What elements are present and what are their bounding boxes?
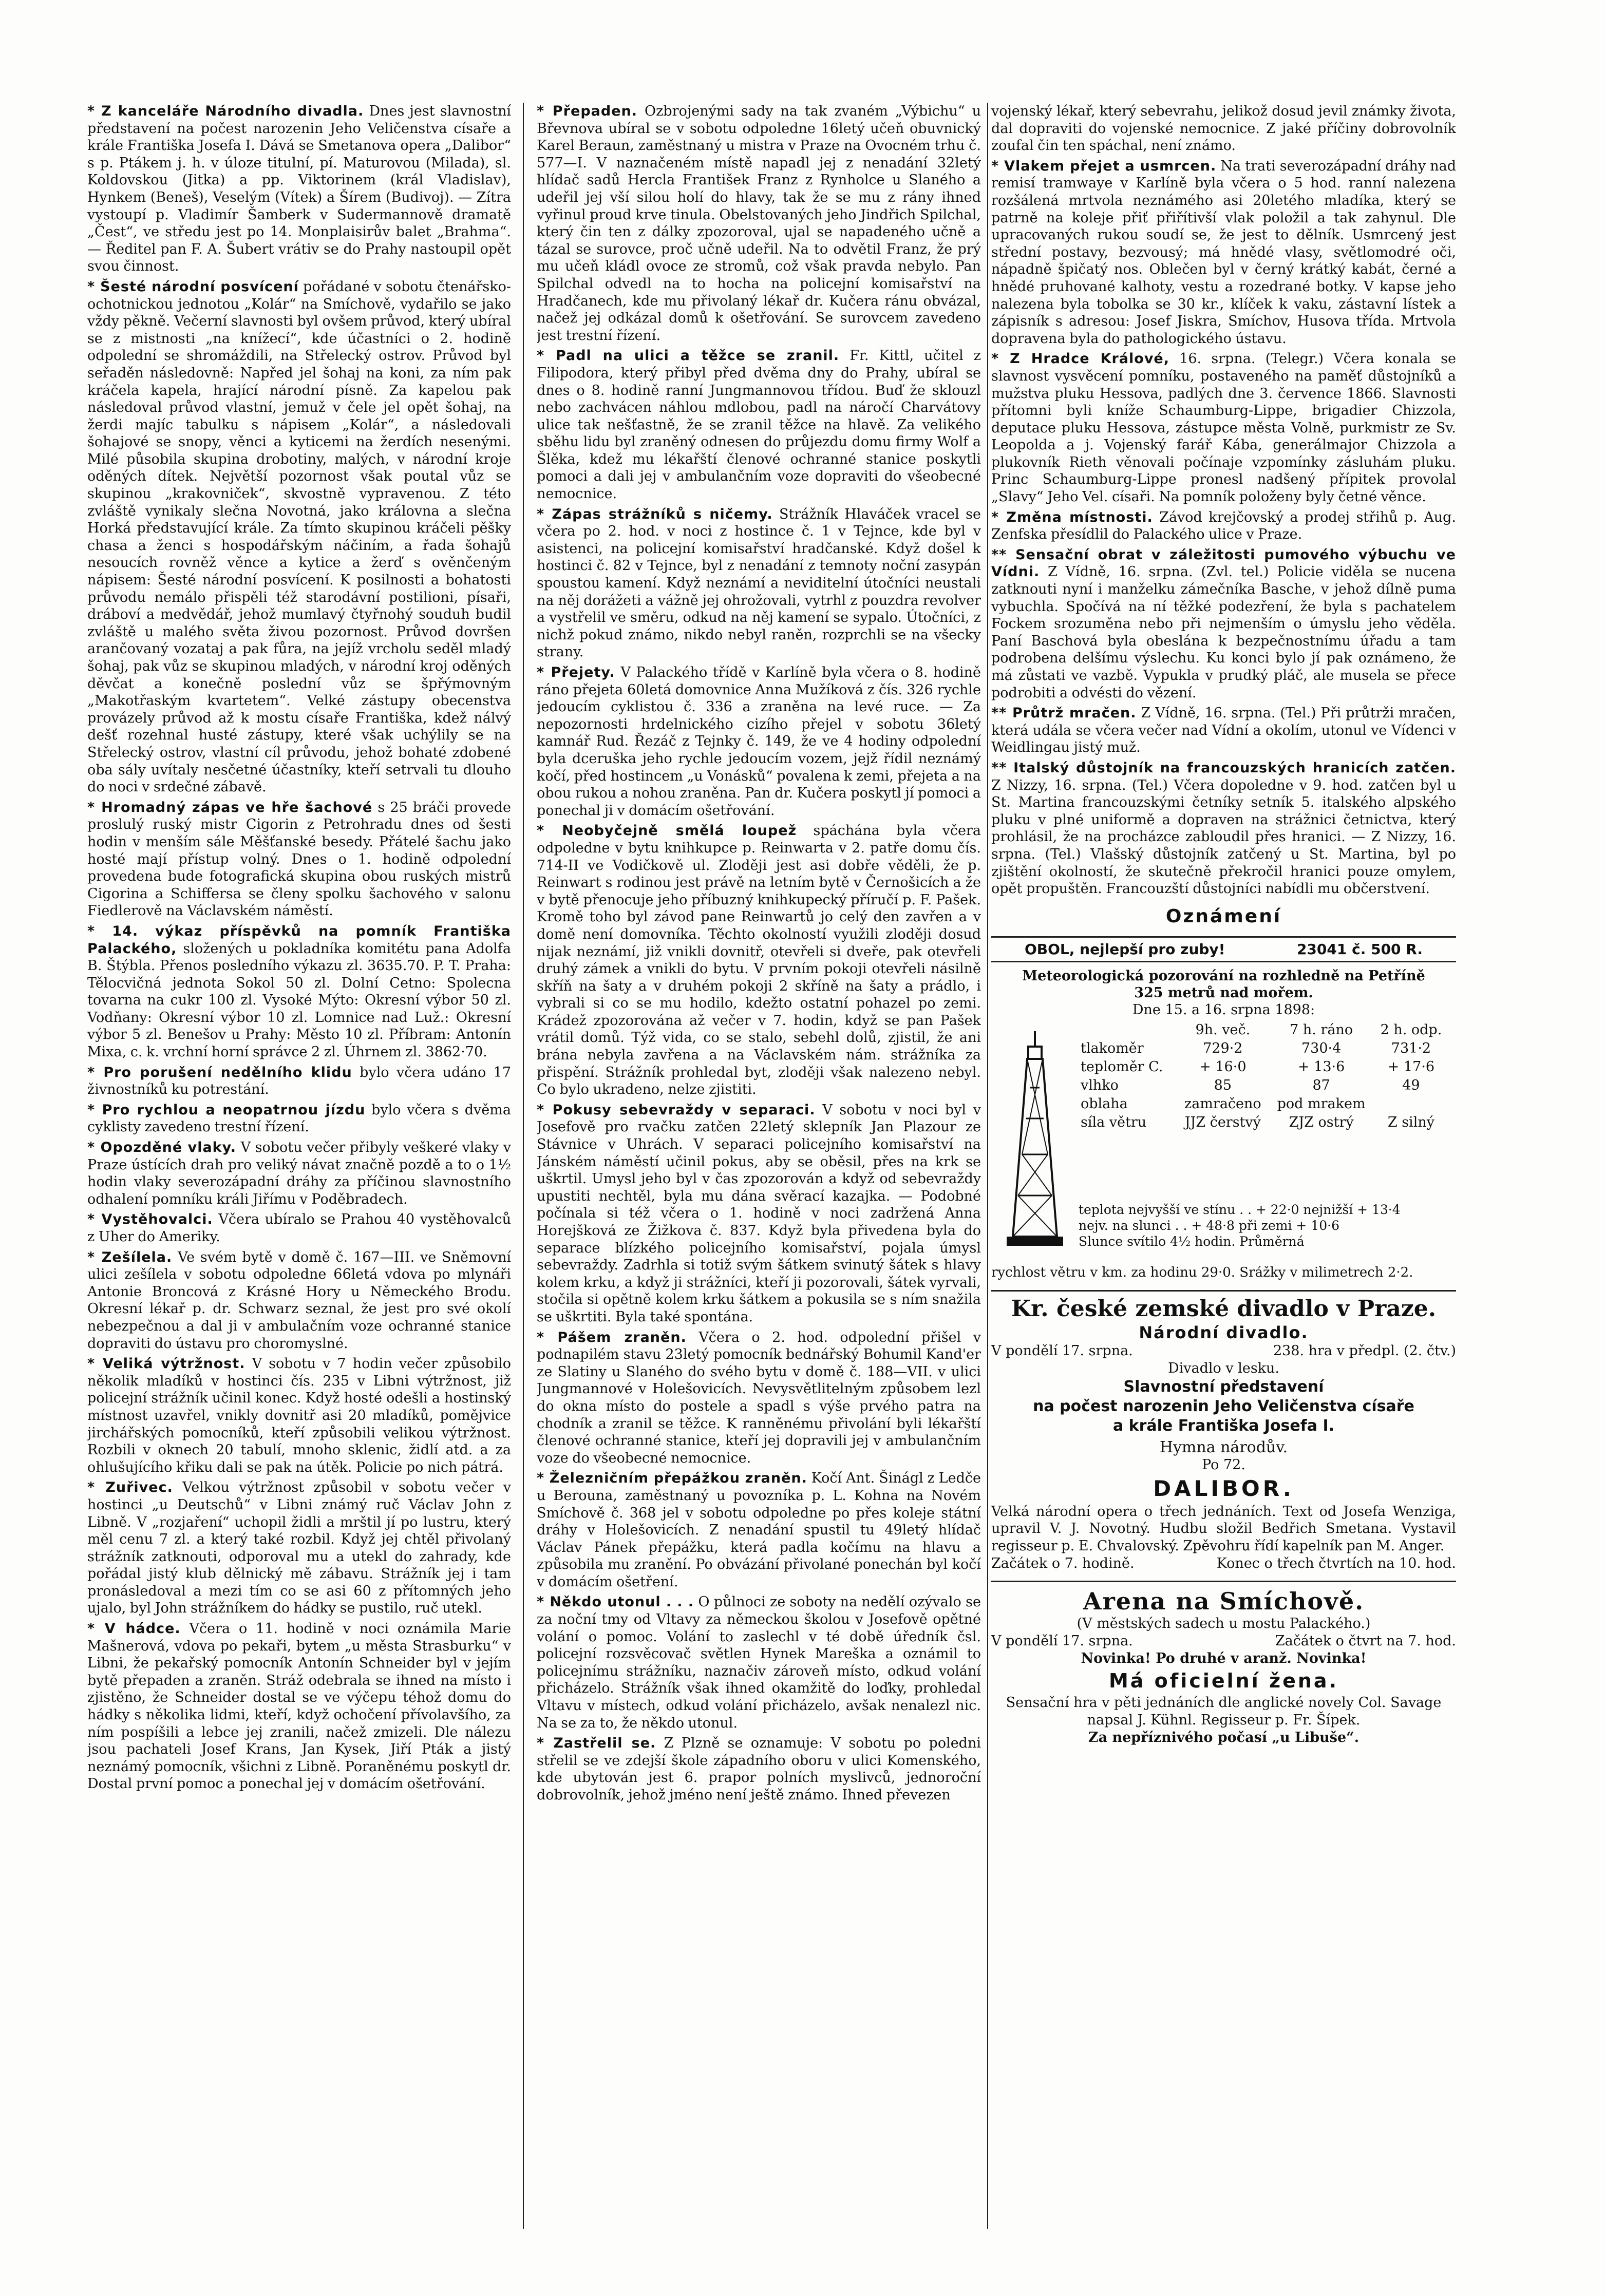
arena-title: Arena na Smíchově. xyxy=(991,1581,1456,1615)
theatre-title: Kr. české zemské divadlo v Praze. xyxy=(991,1290,1456,1322)
meteo-teplota-1: teplota nejvyšší ve stínu . . + 22·0 nejnižší + 13·4 xyxy=(1079,1202,1401,1217)
arena-novinka: Novinka! Po druhé v aranž. Novinka! xyxy=(1081,1650,1367,1666)
article-headline: * Přepaden. xyxy=(537,103,638,119)
weather-value: zamračeno xyxy=(1184,1095,1261,1112)
weather-value xyxy=(1374,1095,1448,1113)
theatre-time-line xyxy=(991,1555,1456,1572)
article-body: Ozbrojenými sady na tak zvaném „Výbichu“ u Břevnova ubíral se v sobotu odpoledne 16letý učeň obuvnický Karel Beraun, zaměstnaný u mistra v Praze na Ovocném trhu č. 577—I. V naznačeném místě napadl jej z nenadání 32letý hlídač sadů Hercla František Franz z Rynholce u Slaného a udeřil jej vší silou holí do hlavy, tak že se mu z rány ihned vyřinul proud krve tinula. Obelstovaných jeho Jindřich Spilchal, který čin ten z dálky zpozoroval, ujal se napadeného učně a tázal se surovce, proč učně udeřil. Na to odvětil Franz, že prý mu učeň kládl ovoce ze stromů, což však pravda nebylo. Pan Spilchal odvedl na to hocha na policejní komisařství na Hradčanech, kde mu přivolaný lékař dr. Kučera ránu obvázal, načež jej odkázal domů k ošetřování. Se surovcem zavedeno jest trestní řízení. xyxy=(537,103,981,344)
article-body: Velkou výtržnost způsobil v sobotu večer v hostinci „u Deutschů“ v Libni známý ruč Václav John z Libně. V „rozjaření“ uchopil židli a mrštil jí po lustru, který měl cenu 7 zl. a který také rozbil. Když jej chtěl přivolaný strážník zatknouti, odporoval mu a utekl do zahrady, kde pořádal jistý klub dělnický mě zábavu. Strážník jej i tam pronásledoval a mezi tím co se asi 60 z přítomných jeho ujalo, byl John strážníkem do hádky se pustilo, ruč utekl. xyxy=(87,1479,511,1617)
theatre-subscription: 238. hra v předpl. (2. čtv.) xyxy=(1273,1342,1456,1359)
column-divider-1 xyxy=(523,103,524,2229)
article xyxy=(87,1479,511,1617)
meteo-body xyxy=(991,1021,1456,1262)
article xyxy=(537,506,981,661)
article xyxy=(537,1593,981,1732)
article-body: Závod krejčovský a prodej střihů p. Aug. Zenfska přesídlil do Palackého ulice v Praze. xyxy=(991,509,1456,543)
article-headline: * Pro rychlou a neopatrnou jízdu xyxy=(87,1102,366,1118)
article-headline: * Z kanceláře Národního divadla. xyxy=(87,103,364,119)
article xyxy=(87,1102,511,1136)
article-body: Strážník Hlaváček vracel se včera po 2. hod. v noci z hostince č. 1 v Tejnce, kde byl v asistenci, na policejní komisařství hradčanské. Když došel k hostinci č. 82 v Tejnce, byl z nenadání z temnoty noční zasypán spoustou kamení. Když neznámí a neviditelní útočníci neustali na něj dorážeti a vážně jej ohrožovali, vytrhl z pouzdra revolver a vystřelil ve směru, odkud na něj kamení se sypalo. Útočníci, z nichž pokud známo, nikdo nebyl raněn, rozprchli se na všecky strany. xyxy=(537,506,981,660)
weather-label: vlhko xyxy=(1081,1077,1119,1093)
article-body: složených u pokladníka komitétu pana Adolfa B. Štýbla. Přenos posledního výkazu zl. 3635.70. P. T. Praha: Tělocvičná jednota Sokol 50 zl. Dolní Cetno: Spolecna tovarna na cukr 100 zl. Vysoké Mýto: Okresní výbor 50 zl. Vodňany: Okresní výbor 10 zl. Lomnice nad Luž.: Okresní výbor 5 zl. Benešov u Prahy: Město 10 zl. Příbram: Antonín Mixa, c. k. vrchní horní správce 2 zl. Úhrnem zl. 3862·70. xyxy=(87,940,511,1060)
article xyxy=(87,1211,511,1245)
arena-description: Sensační hra v pěti jednáních dle anglické novely Col. Savage napsal J. Kühnl. Regisseur p. Fr. Šípek. xyxy=(1006,1694,1442,1728)
article xyxy=(991,546,1456,701)
weather-label: oblaha xyxy=(1081,1095,1128,1112)
weather-header-cell: 7 h. ráno xyxy=(1290,1021,1353,1038)
theatre-house: Divadlo v lesku. xyxy=(1167,1360,1280,1376)
article-body: V sobotu v 7 hodin večer způsobilo několik mladíků v hostinci čís. 235 v Libni výtržnost, již policejní strážník učinil konec. Když hosté odešli a hostinský místnost uzavřel, vnikly dovnitř asi 20 mladíků, pomějvice jirchářských pomocníků, kteří způsobili velikou výtržnost. Rozbili v oknech 20 tabulí, mnoho sklenic, židlí atd. a za ohlušujícího křiku dali se pak na útěk. Policie po nich pátrá. xyxy=(87,1356,511,1475)
article-headline: * Opozděné vlaky. xyxy=(87,1140,237,1156)
column-3 xyxy=(991,103,1456,2229)
article xyxy=(537,1102,981,1326)
article-body: V sobotu v noci byl v Josefově pro rvačku zatčen 22letý sklepník Jan Plazour ze Stávnice v Uhrách. V separaci policejního komisařství na Jánském náměstí učinil pokus, aby se oběsil, přes na krk se uškrtil. Umysl jeho byl v čas zpozorován a když od sebevraždy upustiti nechtěl, byla mu dána svěrací kazajka. — Podobné počínala si též včera o 1. hodině v noci zadržená Anna Horejšková ze Žižkova č. 837. Když byla přivedena byla do separace blízkého policejního komisařství, pojala úmysl sebevraždy. Zadrhla si totiž svým šátkem svinutý šátek s hlavy kolem krku, a když ji strážníci, kteří ji pozorovali, šátek vyrvali, stočila si opětně kolem krku šátkem a pokusila se s ním snažila se uškrtiti. Byla také spontána. xyxy=(537,1102,981,1325)
article xyxy=(537,347,981,502)
article-headline: ** Sensační obrat v záležitosti pumového výbuchu ve Vídni. xyxy=(991,546,1456,580)
article xyxy=(87,1249,511,1353)
article xyxy=(87,1620,511,1793)
article-headline: * Zešílela. xyxy=(87,1249,173,1265)
column-3-articles xyxy=(991,103,1456,898)
weather-header-cell: 9h. več. xyxy=(1195,1021,1251,1038)
article-body: Dnes jest slavnostní představení na počest narozenin Jeho Veličenstva císaře a krále Františka Josefa I. Dává se Smetanova opera „Dalibor“ s p. Ptákem j. h. v úloze titulní, pí. Maturovou (Milada), sl. Koldovskou (Jitka) a pp. Viktorinem (král Vladislav), Hynkem (Beneš), Veselým (Vítek) a Šírem (Budivoj). — Zítra vystoupí p. Vladimír Šamberk v Sudermannově dramatě „Čest“, ve středu jest po 14. Monplaisirův balet „Brahma“. — Ředitel pan F. A. Šubert vrátiv se do Prahy nastoupil opět svou činnost. xyxy=(87,103,511,275)
article-body: Včera ubíralo se Prahou 40 vystěhovalců z Uher do Ameriky. xyxy=(87,1211,511,1245)
article-headline: * Změna místnosti. xyxy=(991,509,1153,525)
article-headline: * Veliká výtržnost. xyxy=(87,1356,246,1372)
theatre-listing xyxy=(991,1290,1456,1572)
weather-value: ZJZ ostrý xyxy=(1289,1114,1354,1130)
theatre-gala-3: a krále Františka Josefa I. xyxy=(1112,1416,1335,1435)
article-body: 16. srpna. (Telegr.) Včera konala se slavnost vysvěcení pomníku, postaveného na paměť důstojníků a mužstva pluku Hessova, padlých dne 3. července 1866. Slavnosti přítomni byli kníže Schaumburg-Lippe, brigadier Chizzola, deputace pluku Hessova, zástupce města Volně, purkmistr ze Sv. Leopolda a j. Vojenský farář Kába, generálmajor Chizzola a plukovník Rieth věnovali počínaje vzpomínky zásluhám pluku. Princ Schaumburg-Lippe pronesl nadšený přípitek provolal „Slavy“ Jeho Vel. císaři. Na pomník položeny byly četné věnce. xyxy=(991,351,1456,505)
article-headline: * V hádce. xyxy=(87,1621,181,1637)
arena-date-line xyxy=(991,1633,1456,1650)
article-headline: * Zápas strážníků s ničemy. xyxy=(537,506,773,522)
article xyxy=(87,799,511,920)
theatre-po: Po 72. xyxy=(1202,1456,1245,1473)
weather-header-cell xyxy=(1079,1021,1177,1039)
article-body: Z Nizzy, 16. srpna. (Tel.) Včera dopoledne v 9. hod. zatčen byl u St. Martina francouzskými četníky setník 5. italského alpského pluku v plné uniformě a dopraven na strážnici četnictva, který prohlásil, že na procházce zabloudil přes hranici. — Z Nizzy, 16. srpna. (Tel.) Vlašský důstojník zatčený u St. Martina, byl po zjištění okolností, že skutečně překročil hranici pouze omylem, opět propuštěn. Francouzští důstojníci nabídli mu občerstvení. xyxy=(991,777,1456,897)
article-headline: * Vlakem přejet a usmrcen. xyxy=(991,158,1217,174)
article xyxy=(537,1470,981,1590)
article-headline: * Zuřivec. xyxy=(87,1479,173,1496)
theatre-end: Konec o třech čtvrtích na 10. hod. xyxy=(1216,1555,1456,1571)
article-body: Z Vídně, 16. srpna. (Tel.) Při průtrži mračen, která udála se včera večer nad Vídní a okolím, utonul ve Vídenci v Weidlingau jistý muž. xyxy=(991,705,1456,756)
meteo-title-1: Meteorologická pozorování na rozhledně na Petříně xyxy=(1022,967,1425,984)
article-body: bylo včera s dvěma cyklisty zavedeno trestní řízení. xyxy=(87,1102,511,1135)
weather-label: tlakoměr xyxy=(1081,1040,1144,1056)
article xyxy=(87,1355,511,1476)
theatre-anthem: Hymna národův. xyxy=(1159,1438,1288,1456)
weather-row xyxy=(1079,1113,1448,1132)
theatre-gala-1: Slavnostní představení xyxy=(1123,1377,1324,1396)
theatre-date: V pondělí 17. srpna. xyxy=(991,1342,1133,1359)
meteo-slunce: Slunce svítilo 4½ hodin. Průměrná xyxy=(1079,1234,1305,1249)
weather-value: JJZ čerstvý xyxy=(1184,1114,1261,1130)
article xyxy=(87,923,511,1061)
article-headline: * Přejety. xyxy=(537,665,615,680)
weather-value: 49 xyxy=(1402,1077,1420,1093)
weather-value: 730·4 xyxy=(1301,1040,1342,1056)
article-body: Ve svém bytě v domě č. 167—III. ve Sněmovní ulici zešílela v sobotu odpoledne 66letá vdova po mlynáři Antonie Broncová z Krásné Hory u Německého Brodu. Okresní lékař p. dr. Schwarz seznal, že jest pro své okolí nebezpečnou a dal ji v ambulačním voze ochranné stanice dopraviti do ústavu pro choromyslné. xyxy=(87,1249,511,1352)
arena-play-title: Má oficielní žena. xyxy=(1108,1669,1339,1692)
meteo-date: Dne 15. a 16. srpna 1898: xyxy=(1132,1001,1315,1018)
weather-value: pod mrakem xyxy=(1277,1095,1366,1112)
arena-date: V pondělí 17. srpna. xyxy=(991,1633,1133,1649)
meteo-wind-speed: rychlost větru v km. za hodinu 29·0. Srážky v milimetrech 2·2. xyxy=(991,1264,1413,1280)
article-body: spáchána byla včera odpoledne v bytu knihkupce p. Reinwarta v 2. patře domu čís. 714-II ve Vodičkově ul. Zloději jest asi dobře věděli, že p. Reinwart s rodinou jest právě na letním bytě v Černošicích a že v bytě přenocuje jeho příbuzný knihkupecký příručí p. F. Pašek. Kromě toho byl závod pane Reinwartů jo celý den zavřen a v domě není domovníka. Těchto okolností využili zloději dosud nijak neznámí, již vnikli dovnitř, otevřeli si dveře, pak otevřeli druhý zámek a vnikli do bytu. V prvním pokoji otevřeli násilně skříň na šaty a v druhém pokoji 2 skříně na šaty a prádlo, i vybrali si co se mu hodilo, kdežto ostatní pohazel po zemi. Krádež zpozorována až večer v 7. hodin, když se pan Pašek vrátil domů. Týž vida, co se stalo, sebehl dolů, zjistil, že ani brána nebyla zavřena a na Václavském nám. strážníka za přispění. Strážník prohledal byt, zloději však nalezeno nebyl. Co bylo ukradeno, nelze zjistiti. xyxy=(537,823,981,1098)
weather-header-row xyxy=(1079,1021,1448,1039)
article xyxy=(991,509,1456,543)
article-headline: * Zastřelil se. xyxy=(537,1735,656,1752)
theatre-start: Začátek o 7. hodině. xyxy=(991,1555,1135,1571)
article-headline: * Z Hradce Králové, xyxy=(991,351,1169,367)
weather-table xyxy=(1079,1021,1448,1132)
article-headline: * Padl na ulici a těžce se zranil. xyxy=(537,348,840,364)
article-body: V Palackého třídě v Karlíně byla včera o 8. hodině ráno přejeta 60letá domovnice Anna Mužíková z čís. 326 rychle jedoucím cyklistou č. 336 a zraněna na levé ruce. — Za nepozornosti hrdelnického cizího přejel v sobotu 36letý kamnář Rud. Řezáč z Tejnky č. 149, že ve 4 hodiny odpolední byla dceruška jeho rychle jedoucím vozem, jejž řídil neznámý kočí, před hostincem „u Vonásků“ povalena k zemi, přejeta a na obou rukou a nohou zraněna. Pan dr. Kučera poskytl jí pomoci a ponechal ji v domácím ošetřování. xyxy=(537,665,981,819)
weather-row xyxy=(1079,1095,1448,1113)
meteo-teplota-2: nejv. na slunci . . + 48·8 při zemi + 10·6 xyxy=(1079,1218,1339,1233)
article-body: vojenský lékař, který sebevrahu, jelikož dosud jevil známky života, dal dopraviti do vojenské nemocnice. Z jaké příčiny dobrovolník zoufal čin ten spáchal, není známo. xyxy=(991,103,1456,154)
article-body: Včera o 2. hod. odpolední přišel v podnapilém stavu 23letý pomocník bednářský Bohumil Kand'er ze Slatiny u Slaného do svého bytu v domě č. 188—VII. v ulici Jungmannové v Holešovicích. Nevysvětlitelným způsobem lezl do okna místo do postele a spadl s výše prvého patra na chodník a zranil se těžce. K ranněnému přivolání byli lékařští členové ochranné stanice, kteří jej dopravili jej v ambulančním voze do všeobecné nemocnice. xyxy=(537,1329,981,1466)
article-body: Z Plzně se oznamuje: V sobotu po poledni střelil se ve zdejší škole západního oboru v ulici Komenského, kde ubytován jest 6. prapor polních myslivců, jednoroční dobrovolník, jehož jméno není ještě známo. Ihned převezen xyxy=(537,1735,981,1803)
weather-value: 85 xyxy=(1214,1077,1232,1093)
theatre-subtitle: Národní divadlo. xyxy=(1139,1322,1309,1342)
article-headline: * Neobyčejně smělá loupež xyxy=(537,823,797,839)
article-headline: * Pokusy sebevraždy v separaci. xyxy=(537,1102,816,1118)
weather-value: 729·2 xyxy=(1203,1040,1243,1056)
article xyxy=(991,760,1456,898)
weather-value: 87 xyxy=(1312,1077,1330,1093)
article-headline: ** Průtrž mračen. xyxy=(991,705,1137,722)
article-headline: * 14. výkaz příspěvků na pomník Františka Palackého, xyxy=(87,923,511,957)
weather-value: 731·2 xyxy=(1391,1040,1431,1056)
article xyxy=(537,1329,981,1467)
article-body: Včera o 11. hodině v noci oznámila Marie Mašnerová, vdova po pekaři, bytem „u města Strasburku“ v Libni, že pekařský pomocník Antonín Schneider byl v jejím bytě přepaden a zraněn. Stráž odebrala se ihned na místo i zjistěno, že Schneider dostal se ve výčepu téhož domu do hádky s několika lidmi, kteří, když ochočení přívolavšího, za ním pospíšili a lebce jej zranili, načež zmizeli. Dle nálezu jsou pachateli Josef Krans, Jan Kysek, Jiří Pták a jistý neznámý pomocník, všichni z Libně. Poraněnému poskytl dr. Dostal první pomoc a ponechal jej v domácím ošetřování. xyxy=(87,1621,511,1792)
article-headline: * Železničním přepážkou zraněn. xyxy=(537,1470,807,1487)
article-headline: * Šesté národní posvícení xyxy=(87,278,299,295)
theatre-description: Velká národní opera o třech jednáních. Text od Josefa Wenziga, upravil V. J. Novotný. Hudbu složil Bedřich Smetana. Vystavil regisseur p. E. Chvalovský. Zpěvohru řídí kapelník pan M. Anger. xyxy=(991,1503,1456,1554)
article-body: V sobotu večer přibyly veškeré vlaky v Praze ústících drah pro veliký návat značně pozdě a to o 1½ hodin vlaky severozápadní dráhy za příčinou slavnostního odhalení pomníku králi Jiřímu v Poděbradech. xyxy=(87,1140,511,1207)
article xyxy=(87,1139,511,1208)
article-body: Z Vídně, 16. srpna. (Zvl. tel.) Policie viděla se nucena zatknouti nyní i manželku zámečníka Basche, v jehož dílně puma vybuchla. Spočívá na ní těžké podezření, že byla s pachatelem Fockem srozuměna nebo při nejmenším o úmyslu jeho věděla. Paní Baschová byla obeslána k bezpečnostnímu úřadu a tam podrobena delšímu výslechu. Ku konci bylo jí pak oznámeno, že má zůstati ve vazbě. Vypukla v prudký pláč, ale musela se přece podrobiti a odvésti do vězení. xyxy=(991,564,1456,701)
article-body: bylo včera udáno 17 živnostníků ku potrestání. xyxy=(87,1064,511,1098)
article-headline: * Hromadný zápas ve hře šachové xyxy=(87,799,373,815)
weather-value: Z silný xyxy=(1387,1114,1434,1130)
article xyxy=(87,1064,511,1098)
article-body: Fr. Kittl, učitel z Filipodora, který přibyl před dvěma dny do Prahy, ubíral se dnes o 8. hodině ranní Jungmannovou třídou. Buď že sklouzl nebo zachvácen náhlou mdlobou, padl na náročí Charvátovy ulice tak nešťastně, že se zranil těžce na hlavě. Za velikého sběhu lidu byl zraněný odnesen do průjezdu domu firmy Wolf a Šlěka, kdež mu lékařští členové ochranné stanice poskytli pomoci a dali jej v ambulančním voze dopraviti do všeobecné nemocnice. xyxy=(537,348,981,502)
petrin-tower-illustration xyxy=(996,1031,1073,1252)
weather-label: teploměr C. xyxy=(1081,1058,1163,1075)
article-body: O půlnoci ze soboty na nedělí ozývalo se za noční tmy od Vltavy za německou školou v Josefově opětné volání o pomoc. Volání to zaslechl v té době úředník čsl. policejní rozsvěcovač světlen Hynek Mareška a oznámil to policejnímu strážníku, naznačiv zároveň místo, odkud volání přicházelo. Strážník však ihned okamžitě do loďky, prohledal Vltavu v místech, odkud volání přicházelo, avšak nenalezl nic. Na se za to, že někdo utonul. xyxy=(537,1594,981,1731)
article-headline: ** Italský důstojník na francouzských hranicích zatčen. xyxy=(991,760,1456,776)
article-body: Na trati severozápadní dráhy nad remisí tramwaye v Karlíně byla včera o 5 hod. ranní nalezena rozšálená mrtvola neznámého asi 20letého mladíka, který se patrně na koleje přiť přiřítivší vlak položil a tak zahynul. Dle upracovaných rukou soudí se, že jest to dělník. Usmrcený jest střední postavy, bezvousý; má hnědé vlasy, světlomodré oči, nápadně špičatý nos. Oblečen byl v černý krátký kabát, černé a hnědé pruhované kalhoty, vestu a rozedrané botky. V kapse jeho nalezena byla tobolka se 30 kr., klíček k vaku, zástavní lístek a zápisník s adresou: Josef Jiskra, Smíchov, Husova třída. Mrtvola dopravena byla do pathologického ústavu. xyxy=(991,158,1456,347)
column-divider-2 xyxy=(987,103,988,2229)
article xyxy=(991,103,1456,155)
arena-start: Začátek o čtvrt na 7. hod. xyxy=(1275,1633,1456,1649)
arena-subtitle: (V městských sadech u mostu Palackého.) xyxy=(1077,1615,1371,1631)
meteorology-report xyxy=(991,967,1456,1281)
meteo-extra xyxy=(1079,1202,1448,1249)
article xyxy=(537,664,981,819)
article xyxy=(537,1735,981,1804)
weather-header-cell: 2 h. odp. xyxy=(1380,1021,1442,1038)
theatre-date-line xyxy=(991,1342,1456,1360)
article-body: s 25 bráči provede proslulý ruský mistr Cigorin z Petrohradu dnes od šesti hodin v menším sále Měšťanské besedy. Přátelé šachu jako hosté mají přístup volný. Dnes o 1. hodině odpolední provedena bude fotografická skupina obou ruských mistrů Cigorina a Schiffersa se členy spolku šachového v salonu Fiedlerově na Václavském náměstí. xyxy=(87,799,511,919)
obol-advert xyxy=(991,936,1456,962)
weather-value: + 13·6 xyxy=(1297,1058,1345,1075)
article-headline: * Pášem zraněn. xyxy=(537,1329,687,1345)
article xyxy=(537,822,981,1098)
theatre-gala-2: na počest narozenin Jeho Veličenstva císaře xyxy=(1033,1397,1414,1415)
article-body: Kočí Ant. Šinágl z Ledče u Berouna, zaměstnaný u povozníka p. L. Kohna na Novém Smíchově č. 368 jel v sobotu odpoledne po přes koleje státní dráhy v Holešovicích. Z nenadání spustil tu 49letý hlídač Václav Pánek přepážku, která padla kočímu na hlavu a způsobila mu zranění. Po obvázání přivolané ponechán byl kočí v domácím ošetření. xyxy=(537,1470,981,1590)
weather-value: + 17·6 xyxy=(1387,1058,1435,1075)
article xyxy=(991,158,1456,348)
article xyxy=(991,705,1456,756)
column-2 xyxy=(537,103,981,2229)
column-1 xyxy=(87,103,511,2229)
article-headline: * Pro porušení nedělního klidu xyxy=(87,1064,352,1080)
weather-label: síla větru xyxy=(1081,1114,1147,1130)
notices-heading: Oznámení xyxy=(1165,905,1282,927)
weather-row xyxy=(1079,1058,1448,1076)
article xyxy=(87,278,511,796)
obol-left: OBOL, nejlepší pro zuby! xyxy=(1024,940,1225,958)
article xyxy=(537,103,981,344)
weather-value: + 16·0 xyxy=(1199,1058,1247,1075)
meteo-title-2: 325 metrů nad mořem. xyxy=(1134,984,1313,1001)
theatre-opera-title: DALIBOR. xyxy=(1153,1475,1294,1501)
arena-note: Za nepříznivého počasí „u Libuše“. xyxy=(1088,1729,1359,1745)
obol-right: 23041 č. 500 R. xyxy=(1296,940,1423,958)
weather-row xyxy=(1079,1076,1448,1095)
article-headline: * Vystěhovalci. xyxy=(87,1211,213,1228)
article-body: pořádané v sobotu čtenářsko-ochotnickou jednotou „Kolár“ na Smíchově, vydařilo se jako vždy pěkně. Večerní slavnosti byl ovšem průvod, který ubíral se z mistnosti „na knížecí“, kde účastníci o 2. hodině odpolední se shromáždili, na Střelecký ostrov. Průvod byl seřaděn následovně: Napřed jel šohaj na koni, za ním pak kráčela kapela, hrající národní písně. Za kapelou pak následoval průvod vlastní, jemuž v čele jel opět šohaj, na žerdi majíc tabulku s nápisem „Kolár“, a následovali šohajové se snopy, věnci a kyticemi na žerdích nesenými. Milé působila skupina drobotiny, malých, v národní kroje oděných dítek. Největší pozornost však poutal vůz se skupinou „krakovniček“, skvostně vypravenou. Z této zvláště vynikaly slečna Novotná, jako královna a slečna Horká představující krále. Za tímto skupinou kráčeli pěšky chasa a ženci s hospodářským náčiním, a řada šohajů nesoucích rovněž věnce a kytice a žerď s ověnčeným nápisem: Šesté národní posvícení. K posilnosti a bohatosti průvodu nemálo přispěli též starodávní postilioni, písaři, dráboví a medvědář, jehož mumlavý čtyřnohý souduh budil zvláště u malého světa živou pozornost. Průvod dovršen arančovaný vozataj a pak fůra, na jejíž vrcholu seděl mladý šohaj, pak vůz se skupinou mladých, v národní kroj oděných děvčat a konečně poslední vůz se špřýmovným „Makotřaským kvartetem“. Velké zástupy obecenstva provázely průvod až k mostu císaře Františka, kdež nálvý dešť rozehnal husté zástupy, které však uchýlily se na Střelecký ostrov, vlastní cíl průvodu, jehož bohaté zdobené oba sály uvítaly nesčetné účastníky, kteří setrvali tu dlouho do noci v srdečné zábavě. xyxy=(87,278,511,795)
article-headline: * Někdo utonul . . . xyxy=(537,1594,694,1610)
article xyxy=(87,103,511,275)
weather-row xyxy=(1079,1039,1448,1058)
arena-listing xyxy=(991,1581,1456,1747)
article xyxy=(991,350,1456,505)
